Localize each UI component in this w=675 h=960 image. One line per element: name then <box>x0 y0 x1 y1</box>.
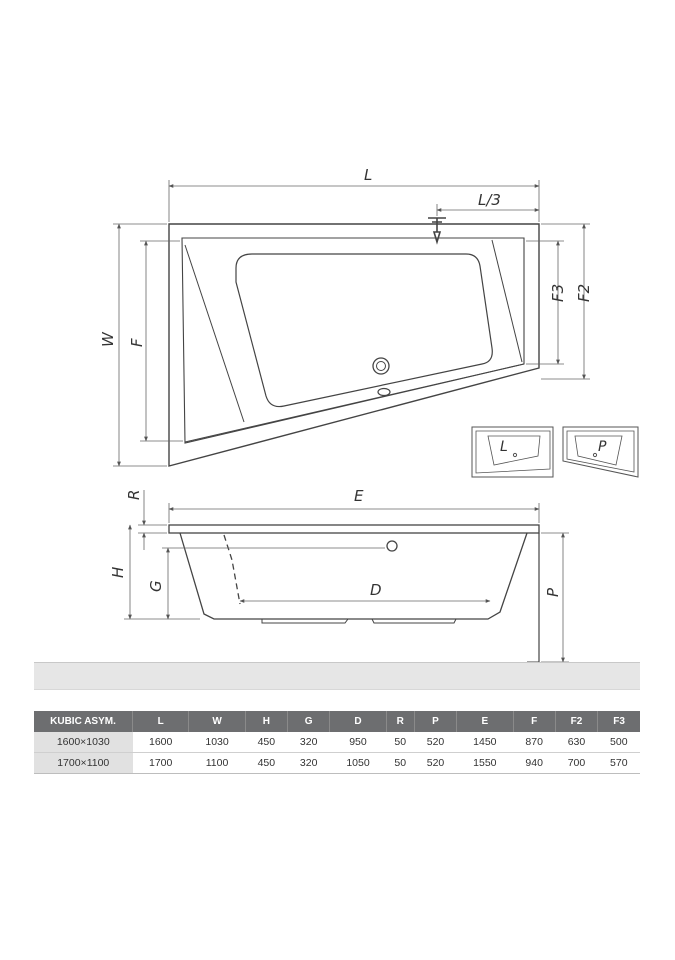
overflow-side-icon <box>387 541 397 551</box>
label-R: R <box>125 489 143 500</box>
table-cell: 1550 <box>457 753 513 774</box>
label-L-third: L/3 <box>478 191 501 209</box>
label-D: D <box>370 581 382 599</box>
label-F: F <box>128 338 146 347</box>
label-H: H <box>109 566 127 578</box>
tub-inner-rim <box>182 238 524 443</box>
tub-body-side <box>180 533 527 619</box>
header-G: G <box>288 711 330 732</box>
label-P: P <box>544 587 562 597</box>
table-cell: 50 <box>386 732 414 753</box>
header-F: F <box>513 711 555 732</box>
dimensions-table <box>34 711 640 774</box>
table-cell: 570 <box>598 753 640 774</box>
label-W: W <box>99 332 117 347</box>
row-model: 1600×1030 <box>34 732 133 753</box>
table-cell: 450 <box>245 753 287 774</box>
tub-rim-side <box>169 525 539 533</box>
header-R: R <box>386 711 414 732</box>
overflow-icon <box>378 389 390 396</box>
floor-band <box>34 662 640 690</box>
variant-right-label: P <box>598 439 607 455</box>
table-cell: 1030 <box>189 732 245 753</box>
table-cell: 320 <box>288 753 330 774</box>
top-view <box>169 218 539 466</box>
table-cell: 520 <box>414 753 456 774</box>
header-L: L <box>133 711 189 732</box>
header-F2: F2 <box>555 711 597 732</box>
label-F2: F2 <box>575 283 593 302</box>
table-cell: 870 <box>513 732 555 753</box>
table-cell: 700 <box>555 753 597 774</box>
row-model: 1700×1100 <box>34 753 133 774</box>
variant-left-label: L <box>500 439 508 455</box>
table-cell: 50 <box>386 753 414 774</box>
header-F3: F3 <box>598 711 640 732</box>
table-cell: 520 <box>414 732 456 753</box>
header-H: H <box>245 711 287 732</box>
table-cell: 1050 <box>330 753 386 774</box>
table-cell: 500 <box>598 732 640 753</box>
variant-left-thumbnail <box>472 427 553 477</box>
table-cell: 1450 <box>457 732 513 753</box>
label-F3: F3 <box>549 283 567 302</box>
tub-outline-top <box>169 224 539 466</box>
table-cell: 1600 <box>133 732 189 753</box>
table-cell: 1700 <box>133 753 189 774</box>
header-E: E <box>457 711 513 732</box>
table-cell: 940 <box>513 753 555 774</box>
side-dimensions <box>124 490 569 662</box>
tub-basin <box>236 254 492 407</box>
header-model: KUBIC ASYM. <box>34 711 133 732</box>
label-E: E <box>354 487 364 505</box>
table-cell: 950 <box>330 732 386 753</box>
header-W: W <box>189 711 245 732</box>
table-row <box>34 732 640 753</box>
table-row <box>34 753 640 774</box>
table-cell: 320 <box>288 732 330 753</box>
header-P: P <box>414 711 456 732</box>
header-D: D <box>330 711 386 732</box>
drain-icon <box>373 358 389 374</box>
label-L: L <box>364 166 373 184</box>
table-cell: 450 <box>245 732 287 753</box>
table-cell: 630 <box>555 732 597 753</box>
label-G: G <box>147 580 165 592</box>
side-view <box>169 525 539 662</box>
table-cell: 1100 <box>189 753 245 774</box>
table-header-row <box>34 711 640 732</box>
